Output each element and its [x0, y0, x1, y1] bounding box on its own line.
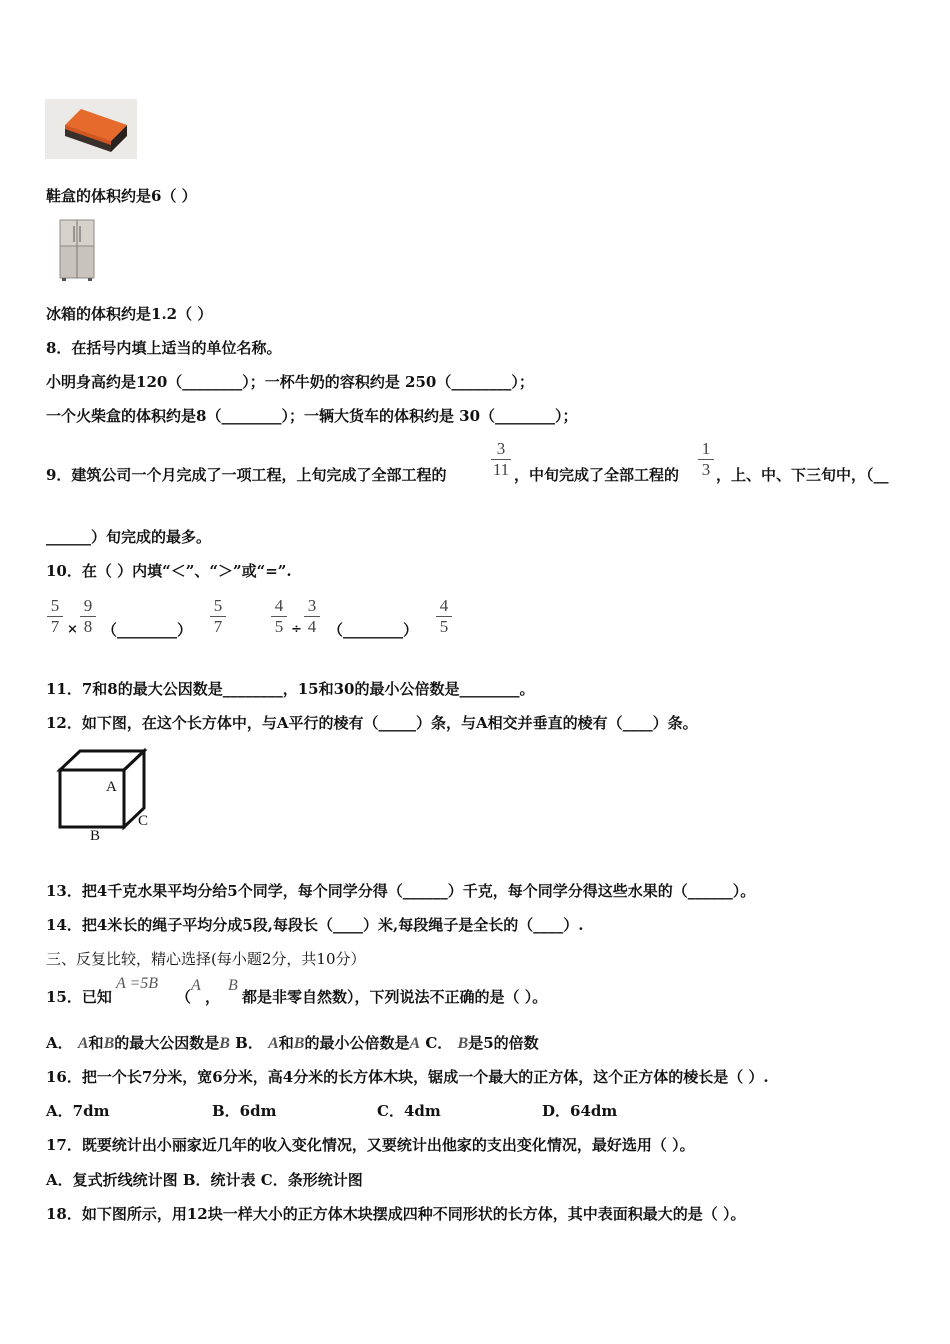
fridge-image: [57, 218, 97, 282]
q15-opt-a-text1: 和: [88, 1034, 104, 1052]
section-3-heading: 三、反复比较，精心选择(每小题2分，共10分）: [46, 950, 366, 968]
q13: 13．把4千克水果平均分给5个同学，每个同学分得（______）千克，每个同学分得这些水果的（______）。: [46, 882, 756, 900]
q9-fraction-1: $\frac{3}{11}$: [492, 439, 510, 479]
q12-text: 12．如下图，在这个长方体中，与A平行的棱有（_____）条，与A相交并垂直的棱有（____）条。: [46, 714, 698, 732]
q10-e1-operator: ×: [67, 622, 78, 637]
q10-e2-operator: ÷: [291, 622, 302, 637]
cuboid-label-a: A: [106, 779, 117, 795]
q15-formula: A =5B: [116, 975, 159, 992]
q15-option-b-label: B．: [235, 1034, 263, 1052]
q15-var-b: B: [228, 977, 238, 994]
q10-e1-blank: （________）: [102, 621, 193, 639]
q-fridge: 冰箱的体积约是1.2（ ）: [46, 305, 213, 323]
q15-opt-b-text1: 和: [278, 1034, 294, 1052]
q15-opt-a-var-b2: B: [219, 1035, 230, 1052]
q14: 14．把4米长的绳子平均分成5段,每段长（____）米,每段绳子是全长的（____）.: [46, 916, 584, 934]
q15-var-a: A: [191, 977, 201, 994]
q9-part2: ，中旬完成了全部工程的: [514, 466, 680, 484]
q-shoebox: 鞋盒的体积约是6（ ）: [46, 187, 197, 205]
q16-option-b[interactable]: B．6dm: [212, 1102, 277, 1120]
q17-options[interactable]: A．复式折线统计图 B．统计表 C．条形统计图: [46, 1171, 363, 1189]
cuboid-label-b: B: [90, 828, 101, 844]
q15-opt-a-var-b: B: [103, 1035, 115, 1052]
q15-option-a-label: A．: [46, 1034, 73, 1052]
q16-option-d[interactable]: D．64dm: [542, 1102, 618, 1120]
cuboid-label-c: C: [138, 813, 149, 829]
q10-e2-frac-c: $\frac{4}{5}$: [436, 597, 452, 636]
q15-opt-b-var-b: B: [293, 1035, 305, 1052]
q9-fraction-2: $\frac{1}{3}$: [698, 440, 714, 479]
q10-e2-blank: （________）: [328, 621, 419, 639]
q10-e1-frac-a: $\frac{5}{7}$: [47, 597, 63, 636]
q8-line1: 小明身高约是120（________）；一杯牛奶的容积约是 250（________）；: [46, 373, 534, 391]
q15-opt-a-text2: 的最大公因数是: [114, 1034, 220, 1052]
q18: 18．如下图所示，用12块一样大小的正方体木块摆成四种不同形状的长方体，其中表面积最大的是（ ）。: [46, 1205, 746, 1223]
q15-option-c-label: C．: [425, 1034, 453, 1052]
q10-e2-frac-b: $\frac{3}{4}$: [304, 597, 320, 636]
shoebox-image: [45, 99, 137, 159]
q11: 11．7和8的最大公因数是________，15和30的最小公倍数是________。: [46, 680, 535, 698]
q15-opt-c-text: 是5的倍数: [468, 1034, 539, 1052]
q8-title: 8．在括号内填上适当的单位名称。: [46, 339, 282, 357]
q17-text: 17．既要统计出小丽家近几年的收入变化情况，又要统计出他家的支出变化情况，最好选用（ ）。: [46, 1136, 695, 1154]
q15-suffix: 都是非零自然数），下列说法不正确的是（ ）。: [242, 988, 548, 1006]
q8-line2: 一个火柴盒的体积约是8（________）；一辆大货车的体积约是 30（________）；: [46, 407, 578, 425]
q10-e1-frac-b: $\frac{9}{8}$: [80, 597, 96, 636]
q15-comma: ，: [205, 988, 221, 1006]
q9-line2: ______）旬完成的最多。: [46, 528, 212, 546]
q10-title: 10．在（ ）内填“＜”、“＞”或“=”.: [46, 562, 292, 580]
cuboid-figure: [52, 745, 162, 850]
q16-text: 16．把一个长7分米，宽6分米，高4分米的长方体木块，锯成一个最大的正方体，这个正方体的棱长是（ ）.: [46, 1068, 769, 1086]
q9-part3: ，上、中、下三旬中，（__: [716, 466, 889, 484]
q15-prefix: 15．已知: [46, 988, 112, 1006]
q15-open-paren: （: [176, 988, 192, 1006]
q16-option-a[interactable]: A．7dm: [46, 1102, 110, 1120]
q15-opt-b-text2: 的最小公倍数是: [304, 1034, 410, 1052]
q15-opt-a-var-a: A: [77, 1035, 89, 1052]
q15-opt-b-var-a2: A: [409, 1035, 421, 1052]
q15-opt-c-var-b: B: [457, 1035, 469, 1052]
q9-part1: 9．建筑公司一个月完成了一项工程，上旬完成了全部工程的: [46, 466, 447, 484]
q16-option-c[interactable]: C．4dm: [377, 1102, 441, 1120]
q10-e1-frac-c: $\frac{5}{7}$: [210, 597, 226, 636]
q10-e2-frac-a: $\frac{4}{5}$: [271, 597, 287, 636]
q15-options: [46, 1033, 539, 1054]
q15-opt-b-var-a: A: [268, 1035, 279, 1052]
